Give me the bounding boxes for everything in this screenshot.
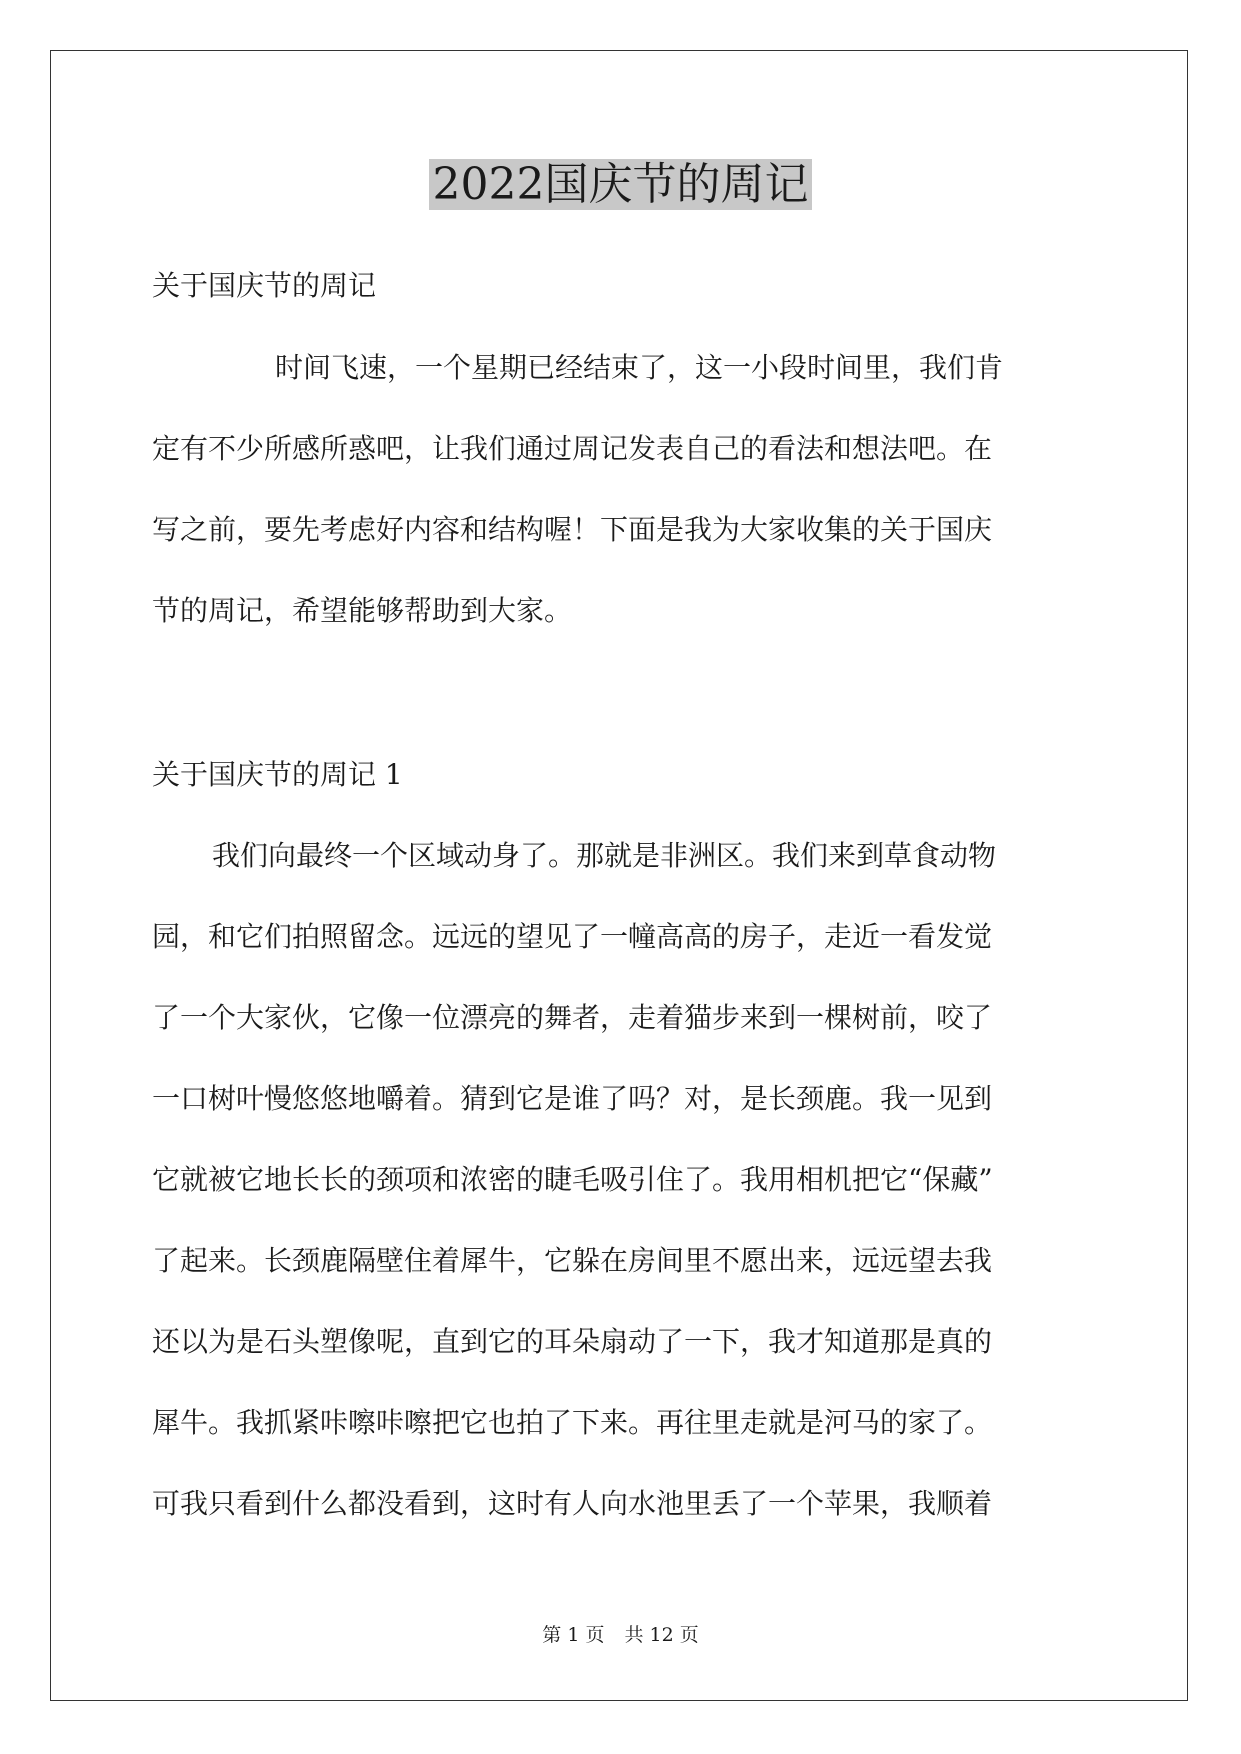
intro-line-2: 定有不少所感所惑吧，让我们通过周记发表自己的看法和想法吧。在 — [152, 432, 993, 465]
section-line-5: 它就被它地长长的颈项和浓密的睫毛吸引住了。我用相机把它“保藏” — [152, 1163, 993, 1196]
section-line-1: 我们向最终一个区域动身了。那就是非洲区。我们来到草食动物 — [212, 839, 997, 872]
intro-heading: 关于国庆节的周记 — [152, 269, 377, 302]
section-heading: 关于国庆节的周记 1 — [152, 758, 403, 791]
page-footer — [0, 1622, 1241, 1648]
intro-line-4: 节的周记，希望能够帮助到大家。 — [152, 594, 573, 627]
document-title-text: 2022国庆节的周记 — [429, 159, 813, 210]
section-line-3: 了一个大家伙，它像一位漂亮的舞者，走着猫步来到一棵树前，咬了 — [152, 1001, 993, 1034]
page-total: 共 12 页 — [624, 1624, 699, 1646]
section-line-2: 园，和它们拍照留念。远远的望见了一幢高高的房子，走近一看发觉 — [152, 920, 993, 953]
section-line-6: 了起来。长颈鹿隔壁住着犀牛，它躲在房间里不愿出来，远远望去我 — [152, 1244, 993, 1277]
intro-line-1: 时间飞速，一个星期已经结束了，这一小段时间里，我们肯 — [275, 351, 1004, 384]
section-line-8: 犀牛。我抓紧咔嚓咔嚓把它也拍了下来。再往里走就是河马的家了。 — [152, 1406, 993, 1439]
intro-line-3: 写之前，要先考虑好内容和结构喔！下面是我为大家收集的关于国庆 — [152, 513, 993, 546]
section-line-9: 可我只看到什么都没看到，这时有人向水池里丢了一个苹果，我顺着 — [152, 1487, 993, 1520]
page-number: 第 1 页 — [542, 1624, 605, 1646]
section-line-7: 还以为是石头塑像呢，直到它的耳朵扇动了一下，我才知道那是真的 — [152, 1325, 993, 1358]
document-title — [0, 155, 1241, 215]
section-line-4: 一口树叶慢悠悠地嚼着。猜到它是谁了吗？对，是长颈鹿。我一见到 — [152, 1082, 993, 1115]
